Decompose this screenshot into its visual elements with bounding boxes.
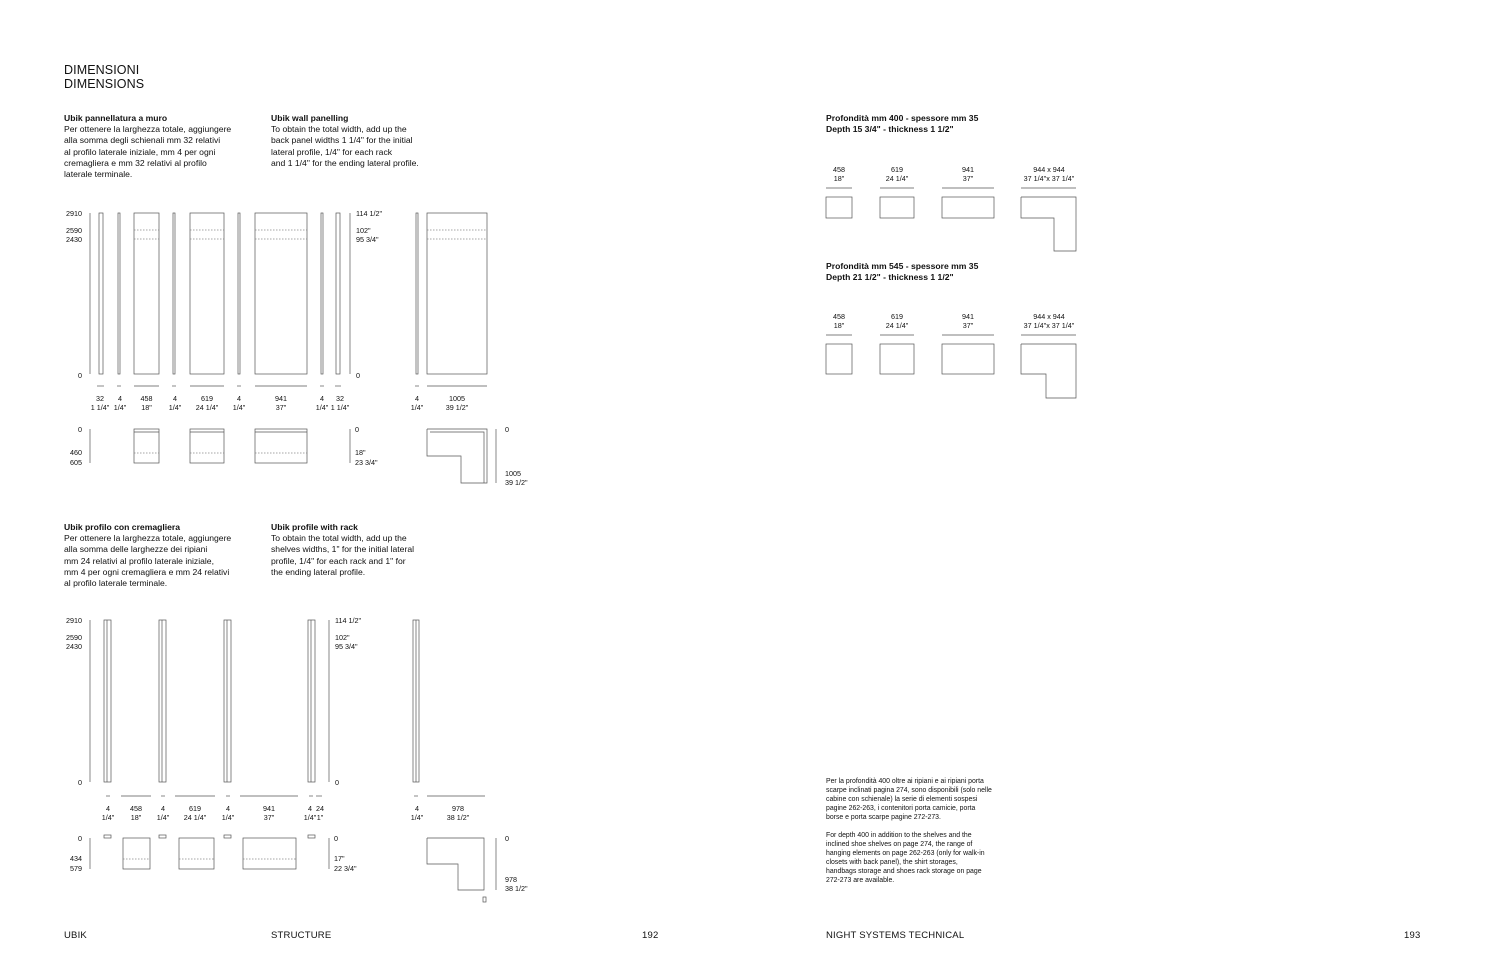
s1-w-3: 4 1/4" <box>168 394 182 412</box>
s2-h-in-0: 0 <box>335 778 339 787</box>
d400-label-0: 458 18" <box>833 165 845 183</box>
s1-w-6: 941 37" <box>275 394 287 412</box>
section2-it-title: Ubik profilo con cremagliera <box>64 522 181 532</box>
s1-corner-depth-top: 0 <box>505 425 509 434</box>
s1-w-corner: 4 1/4" <box>410 394 424 412</box>
section2-en-title: Ubik profile with rack <box>271 522 358 532</box>
s1-h-in-1: 114 1/2" <box>356 209 382 218</box>
s1-w-0: 32 1 1/4" <box>90 394 110 412</box>
s2-w-3: 619 24 1/4" <box>183 804 207 822</box>
s2-w-4: 4 1/4" <box>221 804 235 822</box>
section1-it-body: Per ottenere la larghezza totale, aggiungere alla somma degli schienali mm 32 relativi al profilo laterale iniziale, mm 4 per ogni cremagliera e mm 32 relativi al profilo laterale terminale. <box>64 124 232 180</box>
title-it: DIMENSIONI <box>64 63 140 77</box>
s1-d-mm-1: 460 <box>70 448 82 457</box>
s1-w-1: 4 1/4" <box>113 394 127 412</box>
depth400-title-it: Profondità mm 400 - spessore mm 35 <box>826 113 979 123</box>
d400-label-1: 619 24 1/4" <box>885 165 909 183</box>
s1-h-mm-2430: 2430 <box>66 235 82 244</box>
s2-d-in-1: 17" <box>334 854 345 863</box>
section2-elevation <box>90 620 485 796</box>
s1-w-5: 4 1/4" <box>232 394 246 412</box>
s1-h-mm-0: 0 <box>78 371 82 380</box>
s2-h-mm-2910: 2910 <box>66 616 82 625</box>
s2-h-mm-2590: 2590 <box>66 633 82 642</box>
s2-w-5: 941 37" <box>263 804 275 822</box>
s2-corner-depth: 978 38 1/2" <box>505 875 528 893</box>
footer-page-left: 192 <box>642 930 659 941</box>
s2-d-in-0: 0 <box>334 834 338 843</box>
s1-w-8: 32 1 1/4" <box>330 394 350 412</box>
footer-page-right: 193 <box>1404 930 1421 941</box>
s2-h-in-2: 102" <box>335 633 350 642</box>
d545-label-3: 944 x 944 37 1/4"x 37 1/4" <box>1023 312 1075 330</box>
s1-h-mm-2590: 2590 <box>66 226 82 235</box>
depth545-plans <box>826 335 1076 398</box>
s2-w-0: 4 1/4" <box>101 804 115 822</box>
section2-en-body: To obtain the total width, add up the shelves widths, 1" for the initial lateral profile, 1/4" for each rack and 1" for the ending lateral profile. <box>271 533 415 577</box>
s2-h-mm-0: 0 <box>78 778 82 787</box>
depth545-heading <box>826 261 978 283</box>
s1-d-mm-0: 0 <box>78 425 82 434</box>
s2-d-in-2: 22 3/4" <box>334 864 357 873</box>
title-en: DIMENSIONS <box>64 77 145 91</box>
d545-label-2: 941 37" <box>962 312 974 330</box>
s2-h-in-3: 95 3/4" <box>335 642 358 651</box>
section1-plan <box>90 429 496 483</box>
s1-h-in-3: 95 3/4" <box>356 235 379 244</box>
footer-brand: UBIK <box>64 930 87 941</box>
s2-w-corner: 4 1/4" <box>410 804 424 822</box>
s2-d-mm-0: 0 <box>78 834 82 843</box>
s2-w-corner2: 978 38 1/2" <box>446 804 470 822</box>
depth545-title-it: Profondità mm 545 - spessore mm 35 <box>826 261 979 271</box>
s2-d-mm-1: 434 <box>70 854 82 863</box>
s1-d-mm-2: 605 <box>70 458 82 467</box>
s1-d-in-2: 23 3/4" <box>355 458 378 467</box>
s2-w-7: 24 1" <box>316 804 324 822</box>
s1-w-2: 458 18" <box>140 394 153 412</box>
section2-plan <box>90 835 496 902</box>
depth545-title-en: Depth 21 1/2" - thickness 1 1/2" <box>826 272 954 282</box>
d400-label-2: 941 37" <box>962 165 974 183</box>
depth400-heading <box>826 113 978 135</box>
s1-w-corner2: 1005 39 1/2" <box>445 394 469 412</box>
s1-h-mm-2910: 2910 <box>66 209 82 218</box>
section1-en-body: To obtain the total width, add up the back panel widths 1 1/4" for the initial lateral profile, 1/4" for each rack and 1 1/4" for the ending lateral profile. <box>271 124 419 168</box>
s2-w-6: 4 1/4" <box>303 804 317 822</box>
depth400-title-en: Depth 15 3/4" - thickness 1 1/2" <box>826 124 954 134</box>
s2-w-2: 4 1/4" <box>156 804 170 822</box>
s1-d-in-1: 18" <box>355 448 366 457</box>
s2-w-1: 458 18" <box>130 804 142 822</box>
s2-corner-depth-top: 0 <box>505 834 509 843</box>
note-it: Per la profondità 400 oltre ai ripiani e ai ripiani porta scarpe inclinati pagina 274, sono disponibili (solo nelle cabine con schienale) la serie di elementi sospesi pagine 262-263, i contenitori porta camicie, porta borse e porta scarpe pagine 272-273. <box>826 778 992 822</box>
s2-h-in-1: 114 1/2" <box>335 616 361 625</box>
d400-label-3: 944 x 944 37 1/4"x 37 1/4" <box>1023 165 1075 183</box>
depth400-plans <box>826 188 1076 251</box>
d545-label-0: 458 18" <box>833 312 845 330</box>
section1-elevation <box>90 213 487 386</box>
section1-en-title: Ubik wall panelling <box>271 113 349 123</box>
footer-section: STRUCTURE <box>271 930 332 941</box>
footer-section-right: NIGHT SYSTEMS TECHNICAL <box>826 930 965 941</box>
s1-w-4: 619 24 1/4" <box>195 394 219 412</box>
s2-h-mm-2430: 2430 <box>66 642 82 651</box>
s1-corner-depth: 1005 39 1/2" <box>505 469 528 487</box>
s1-h-in-2: 102" <box>356 226 371 235</box>
note-en: For depth 400 in addition to the shelves and the inclined shoe shelves on page 274, the range of hanging elements on page 262-263 (only for walk-in closets with back panel), the shirt storages, handbags storage and shoes rack storage on page 272-273 are available. <box>826 832 985 885</box>
s1-h-in-0: 0 <box>356 371 360 380</box>
d545-label-1: 619 24 1/4" <box>885 312 909 330</box>
s1-w-7: 4 1/4" <box>315 394 329 412</box>
s2-d-mm-2: 579 <box>70 864 82 873</box>
section2-it-body: Per ottenere la larghezza totale, aggiungere alla somma delle larghezze dei ripiani mm 24 relativi al profilo laterale iniziale, mm 4 per ogni cremagliera e mm 24 relativi al profilo laterale terminale. <box>64 533 232 589</box>
s1-d-in-0: 0 <box>355 425 359 434</box>
section1-it-title: Ubik pannellatura a muro <box>64 113 168 123</box>
